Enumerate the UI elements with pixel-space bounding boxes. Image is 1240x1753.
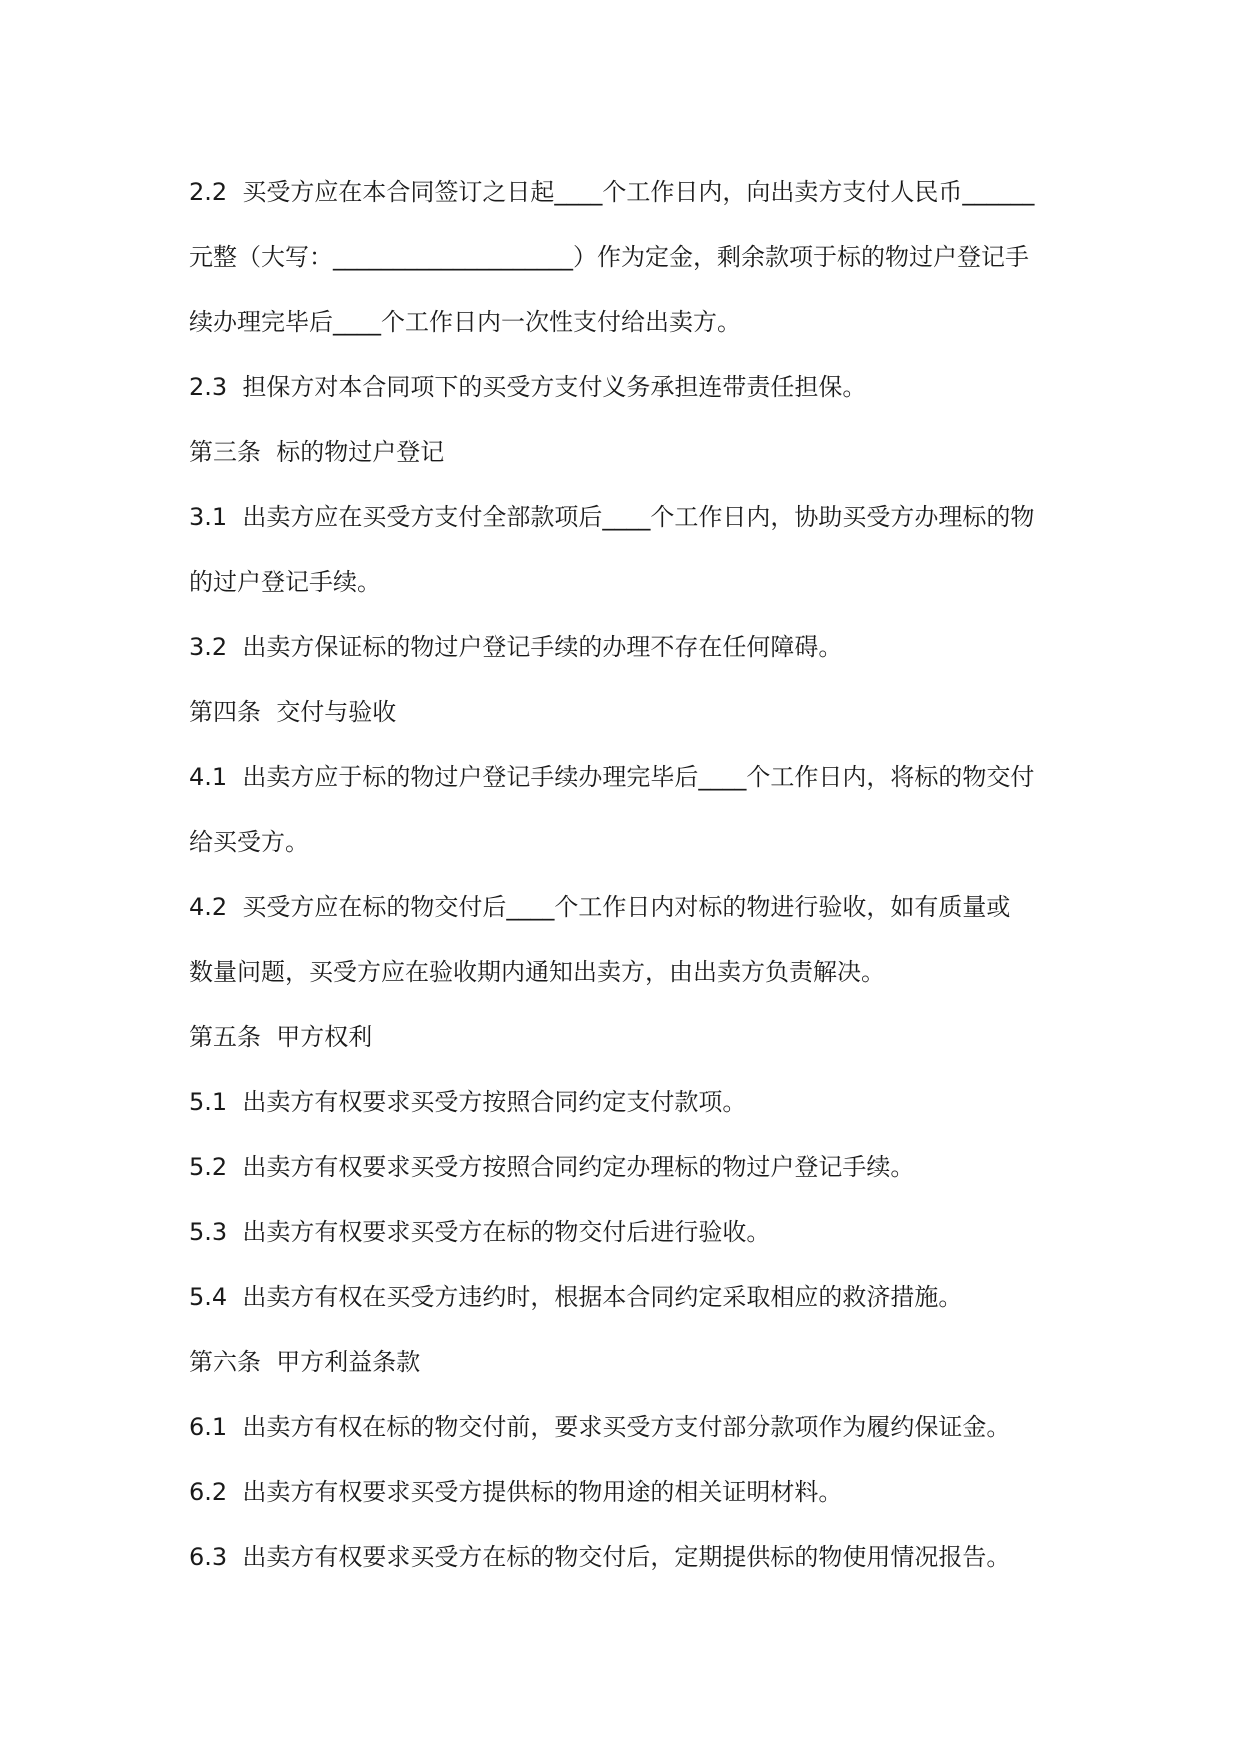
clause-5-3: 5.3 出卖方有权要求买受方在标的物交付后进行验收。 (189, 1218, 771, 1246)
clause-3-2: 3.2 出卖方保证标的物过户登记手续的办理不存在任何障碍。 (189, 633, 843, 661)
article-5-heading: 第五条 甲方权利 (189, 1023, 373, 1051)
contract-body (189, 160, 1059, 1590)
clause-5-2: 5.2 出卖方有权要求买受方按照合同约定办理标的物过户登记手续。 (189, 1153, 915, 1181)
clause-6-1: 6.1 出卖方有权在标的物交付前，要求买受方支付部分款项作为履约保证金。 (189, 1413, 1011, 1441)
clause-3-1-line-1: 3.1 出卖方应在买受方支付全部款项后____个工作日内，协助买受方办理标的物 (189, 503, 1035, 531)
article-4-heading: 第四条 交付与验收 (189, 698, 397, 726)
clause-5-4: 5.4 出卖方有权在买受方违约时，根据本合同约定采取相应的救济措施。 (189, 1283, 963, 1311)
article-6-heading: 第六条 甲方利益条款 (189, 1348, 421, 1376)
clause-6-2: 6.2 出卖方有权要求买受方提供标的物用途的相关证明材料。 (189, 1478, 843, 1506)
clause-4-2-line-2: 数量问题，买受方应在验收期内通知出卖方，由出卖方负责解决。 (189, 958, 885, 986)
clause-4-2-line-1: 4.2 买受方应在标的物交付后____个工作日内对标的物进行验收，如有质量或 (189, 893, 1011, 921)
clause-2-2-line-3: 续办理完毕后____个工作日内一次性支付给出卖方。 (189, 308, 741, 336)
clause-5-1: 5.1 出卖方有权要求买受方按照合同约定支付款项。 (189, 1088, 747, 1116)
article-3-heading: 第三条 标的物过户登记 (189, 438, 445, 466)
clause-2-2-line-1: 2.2 买受方应在本合同签订之日起____个工作日内，向出卖方支付人民币______ (189, 178, 1035, 206)
clause-4-1-line-1: 4.1 出卖方应于标的物过户登记手续办理完毕后____个工作日内，将标的物交付 (189, 763, 1035, 791)
clause-6-3: 6.3 出卖方有权要求买受方在标的物交付后，定期提供标的物使用情况报告。 (189, 1543, 1011, 1571)
clause-2-2-line-2: 元整（大写：____________________）作为定金，剩余款项于标的物过户登记手 (189, 243, 1029, 271)
clause-3-1-line-2: 的过户登记手续。 (189, 568, 381, 596)
clause-2-3: 2.3 担保方对本合同项下的买受方支付义务承担连带责任担保。 (189, 373, 867, 401)
clause-4-1-line-2: 给买受方。 (189, 828, 309, 856)
